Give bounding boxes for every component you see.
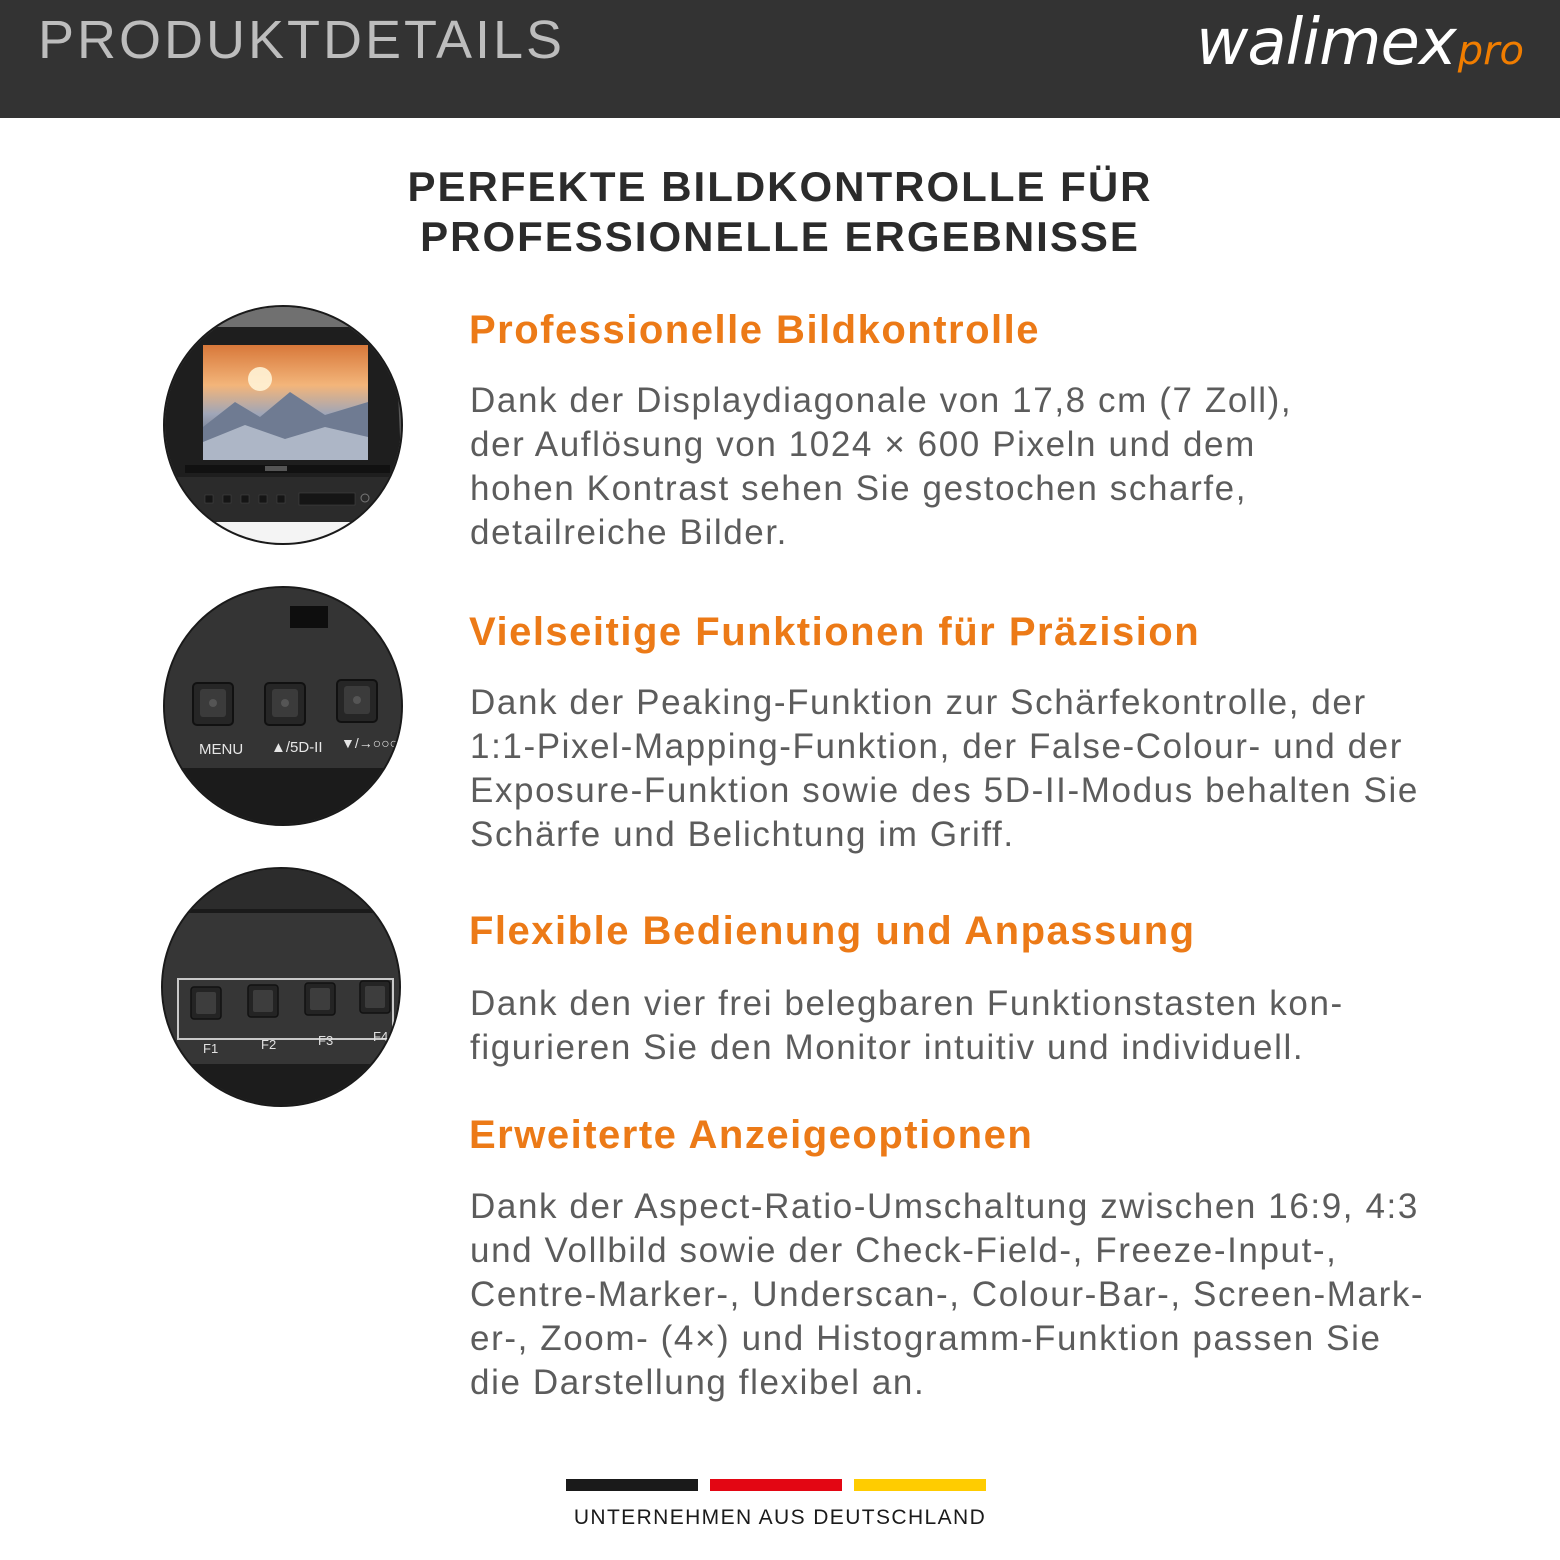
monitor-thumbnail [163,305,403,545]
flag-stripe-red [710,1479,842,1491]
feature-3-line-1: Dank den vier frei belegbaren Funktionstasten kon- [470,984,1344,1023]
feature-2-text [470,681,1540,857]
feature-4-line-3: Centre-Marker-, Underscan-, Colour-Bar-, Screen-Mark- [470,1275,1425,1314]
menu-key-label: MENU [199,741,244,758]
flag-stripe-black [566,1479,698,1491]
logo-sub-text: pro [1457,28,1524,74]
feature-4-line-2: und Vollbild sowie der Check-Field-, Freeze-Input-, [470,1231,1338,1270]
f4-label: F4 [373,1029,389,1044]
feature-3-title: Flexible Bedienung und Anpassung [469,909,1196,953]
feature-2-title: Vielseitige Funktionen für Präzision [469,610,1201,654]
up-5d-key-label: ▲/5D-II [271,739,323,756]
f1-label: F1 [203,1041,219,1056]
f2-label: F2 [261,1037,277,1052]
headline-line-1: PERFEKTE BILDKONTROLLE FÜR [407,163,1153,210]
menu-buttons-thumbnail [163,586,403,826]
buttons-illustration [165,588,403,826]
feature-1-line-1: Dank der Displaydiagonale von 17,8 cm (7 Zoll), [470,381,1293,420]
feature-2-line-2: 1:1-Pixel-Mapping-Funktion, der False-Colour- und der [470,727,1403,766]
page-title: PRODUKTDETAILS [38,10,566,70]
feature-2-line-3: Exposure-Funktion sowie des 5D-II-Modus behalten Sie [470,771,1419,810]
brand-logo [1196,6,1524,86]
fkeys-illustration [163,869,401,1107]
main-headline [0,162,1560,262]
footer-claim: UNTERNEHMEN AUS DEUTSCHLAND [573,1506,987,1529]
feature-2-line-1: Dank der Peaking-Funktion zur Schärfekontrolle, der [470,683,1367,722]
feature-1-line-3: hohen Kontrast sehen Sie gestochen scharfe, [470,469,1248,508]
function-keys-thumbnail [161,867,401,1107]
feature-4-line-5: die Darstellung flexibel an. [470,1363,926,1402]
feature-4-text [470,1185,1540,1405]
headline-line-2: PROFESSIONELLE ERGEBNISSE [420,213,1140,260]
f3-label: F3 [318,1033,334,1048]
monitor-illustration [165,307,403,545]
feature-3-text [470,982,1540,1070]
feature-4-title: Erweiterte Anzeigeoptionen [469,1113,1034,1157]
feature-4-line-1: Dank der Aspect-Ratio-Umschaltung zwischen 16:9, 4:3 [470,1187,1419,1226]
flag-stripe-gold [854,1479,986,1491]
header-bar [0,0,1560,118]
feature-1-text [470,379,1540,555]
feature-1-title: Professionelle Bildkontrolle [469,308,1041,352]
down-key-label: ▼/→○○○ [341,735,399,751]
feature-2-line-4: Schärfe und Belichtung im Griff. [470,815,1015,854]
feature-1-line-4: detailreiche Bilder. [470,513,788,552]
feature-1-line-2: der Auflösung von 1024 × 600 Pixeln und dem [470,425,1256,464]
feature-3-line-2: figurieren Sie den Monitor intuitiv und individuell. [470,1028,1305,1067]
logo-main-text: walimex [1195,6,1456,80]
feature-4-line-4: er-, Zoom- (4×) und Histogramm-Funktion passen Sie [470,1319,1382,1358]
